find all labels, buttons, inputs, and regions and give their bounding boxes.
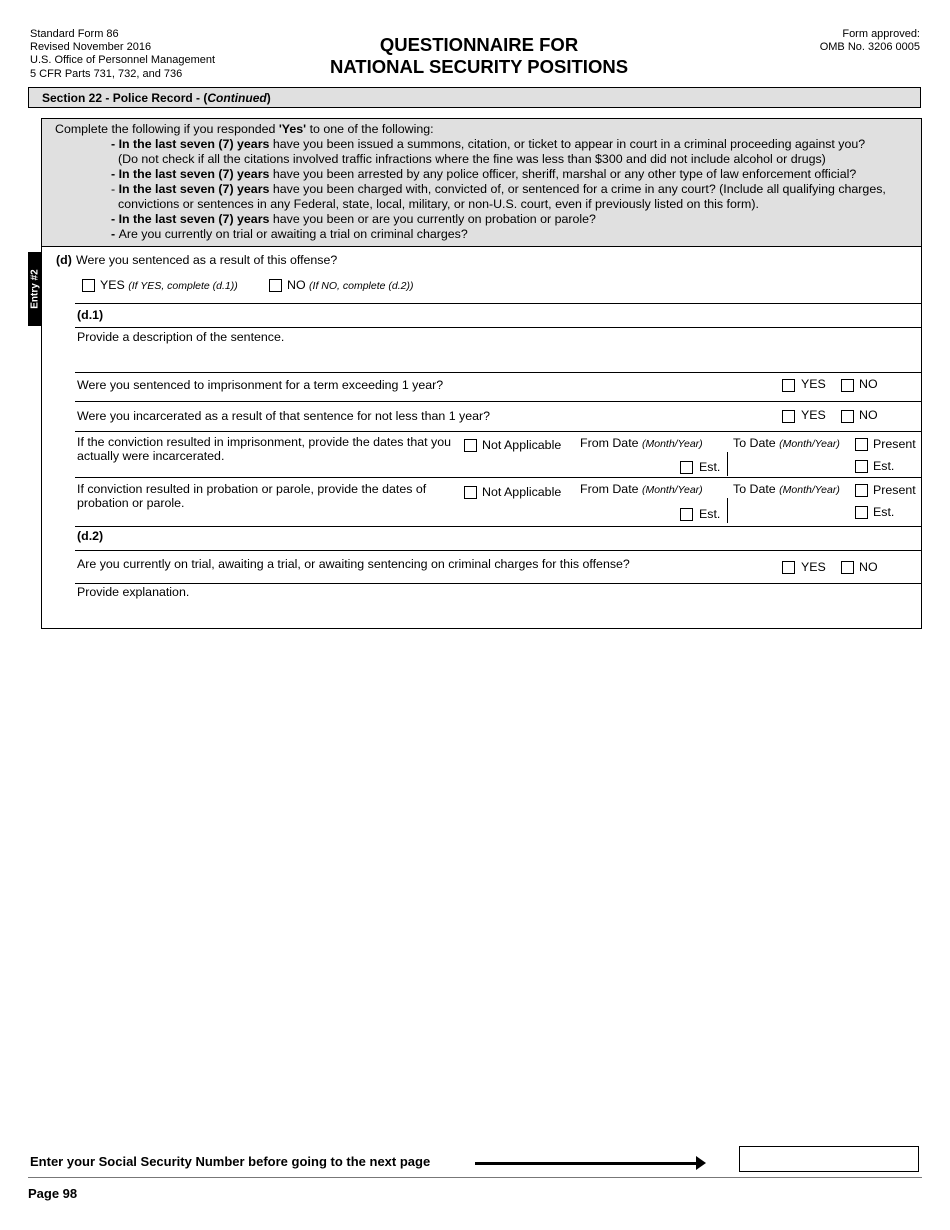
d-no-checkbox[interactable] — [269, 279, 282, 292]
instruction-item: - In the last seven (7) years have you been arrested by any police officer, sheriff, marshal or any other type of law enforcement official? — [111, 167, 857, 181]
ssn-input[interactable] — [739, 1146, 919, 1172]
probation-present-checkbox[interactable] — [855, 484, 868, 497]
probation-to-date-input[interactable] — [733, 498, 845, 520]
divider — [727, 498, 728, 523]
trial-yes-label: YES — [801, 560, 826, 574]
divider — [75, 583, 921, 584]
instructions-box — [42, 119, 921, 247]
divider — [75, 327, 921, 328]
instructions-lead: Complete the following if you responded 'Yes' to one of the following: — [55, 122, 434, 136]
incarcerated-no-label: NO — [859, 408, 878, 422]
trial-question: Are you currently on trial, awaiting a trial, or awaiting sentencing on criminal charges for this offense? — [77, 557, 630, 571]
incarceration-from-est-checkbox[interactable] — [680, 461, 693, 474]
divider — [75, 372, 921, 373]
form-revision: Revised November 2016 — [30, 41, 152, 54]
probation-to-est-label: Est. — [873, 505, 895, 519]
d-yes-checkbox[interactable] — [82, 279, 95, 292]
probation-from-est-label: Est. — [699, 507, 721, 521]
trial-no-checkbox[interactable] — [841, 561, 854, 574]
incarceration-na-checkbox[interactable] — [464, 439, 477, 452]
divider — [75, 526, 921, 527]
probation-na-label: Not Applicable — [482, 485, 562, 499]
probation-from-date-input[interactable] — [580, 498, 674, 520]
incarcerated-yes-checkbox[interactable] — [782, 410, 795, 423]
form-number: Standard Form 86 — [30, 28, 119, 40]
instruction-item: - Are you currently on trial or awaiting a trial on criminal charges? — [111, 227, 468, 241]
footer-divider — [28, 1177, 922, 1178]
d-no-label: NO (If NO, complete (d.2)) — [287, 278, 414, 292]
instruction-item: - In the last seven (7) years have you been issued a summons, citation, or ticket to appear in court in a criminal proceeding against you? — [111, 137, 866, 151]
instructions-list — [111, 137, 911, 242]
imprisonment-yes-checkbox[interactable] — [782, 379, 795, 392]
sentence-description-input[interactable] — [75, 344, 920, 371]
incarceration-from-date-input[interactable] — [580, 452, 674, 474]
form-approval: Form approved: OMB No. 3206 0005 — [819, 28, 920, 54]
trial-yes-checkbox[interactable] — [782, 561, 795, 574]
sentence-description-prompt: Provide a description of the sentence. — [77, 330, 285, 344]
probation-to-est-checkbox[interactable] — [855, 506, 868, 519]
probation-present-label: Present — [873, 483, 916, 497]
instruction-item: - In the last seven (7) years have you been or are you currently on probation or parole? — [111, 212, 596, 226]
incarceration-from-est-label: Est. — [699, 460, 721, 474]
page-number: Page 98 — [28, 1186, 78, 1201]
question-d-label: (d) — [56, 253, 72, 267]
form-agency: U.S. Office of Personnel Management — [30, 54, 216, 67]
trial-no-label: NO — [859, 560, 878, 574]
divider — [75, 303, 921, 304]
probation-na-checkbox[interactable] — [464, 486, 477, 499]
arrow-line — [475, 1162, 697, 1165]
form-regulation: 5 CFR Parts 731, 732, and 736 — [30, 67, 183, 80]
probation-from-est-checkbox[interactable] — [680, 508, 693, 521]
imprisonment-yes-label: YES — [801, 377, 826, 391]
section-header: Section 22 - Police Record - (Continued) — [28, 87, 921, 108]
imprisonment-no-checkbox[interactable] — [841, 379, 854, 392]
explanation-prompt: Provide explanation. — [77, 585, 190, 599]
entry-tab: Entry #2 — [28, 252, 42, 326]
probation-dates-prompt: If conviction resulted in probation or parole, provide the dates of probation or parole. — [77, 482, 427, 510]
page-title: QUESTIONNAIRE FOR NATIONAL SECURITY POSITIONS — [329, 34, 629, 77]
divider — [75, 431, 921, 432]
ssn-prompt: Enter your Social Security Number before going to the next page — [30, 1154, 431, 1169]
incarceration-to-date-label: To Date (Month/Year) — [733, 436, 840, 450]
divider — [727, 452, 728, 476]
incarceration-from-date-label: From Date (Month/Year) — [580, 436, 703, 450]
arrow-right-icon — [696, 1156, 706, 1170]
explanation-input[interactable] — [75, 600, 920, 626]
incarcerated-no-checkbox[interactable] — [841, 410, 854, 423]
probation-to-date-label: To Date (Month/Year) — [733, 482, 840, 496]
incarceration-to-est-checkbox[interactable] — [855, 460, 868, 473]
divider — [75, 401, 921, 402]
incarceration-to-date-input[interactable] — [733, 452, 845, 474]
incarceration-na-label: Not Applicable — [482, 438, 562, 452]
incarcerated-question: Were you incarcerated as a result of that sentence for not less than 1 year? — [77, 409, 491, 423]
incarcerated-yes-label: YES — [801, 408, 826, 422]
incarceration-to-est-label: Est. — [873, 459, 895, 473]
imprisonment-no-label: NO — [859, 377, 878, 391]
d2-label: (d.2) — [77, 529, 104, 543]
probation-from-date-label: From Date (Month/Year) — [580, 482, 703, 496]
divider — [75, 550, 921, 551]
incarceration-present-label: Present — [873, 437, 916, 451]
divider — [75, 477, 921, 478]
instruction-item: - In the last seven (7) years have you been charged with, convicted of, or sentenced for a crime in any court? (Include all qualifying charges, — [111, 182, 886, 196]
incarceration-present-checkbox[interactable] — [855, 438, 868, 451]
instruction-item-continued: (Do not check if all the citations involved traffic infractions where the fine was less than $300 and did not include alcohol or drugs) — [118, 152, 826, 166]
d1-label: (d.1) — [77, 308, 104, 322]
question-d-text: Were you sentenced as a result of this offense? — [76, 253, 338, 267]
instruction-item-continued: convictions or sentences in any Federal, state, local, military, or non-U.S. court, even if previously listed on this form). — [118, 197, 759, 211]
incarceration-dates-prompt: If the conviction resulted in imprisonment, provide the dates that you actually were incarcerated. — [77, 435, 451, 463]
imprisonment-question: Were you sentenced to imprisonment for a term exceeding 1 year? — [77, 378, 444, 392]
d-yes-label: YES (If YES, complete (d.1)) — [100, 278, 238, 292]
